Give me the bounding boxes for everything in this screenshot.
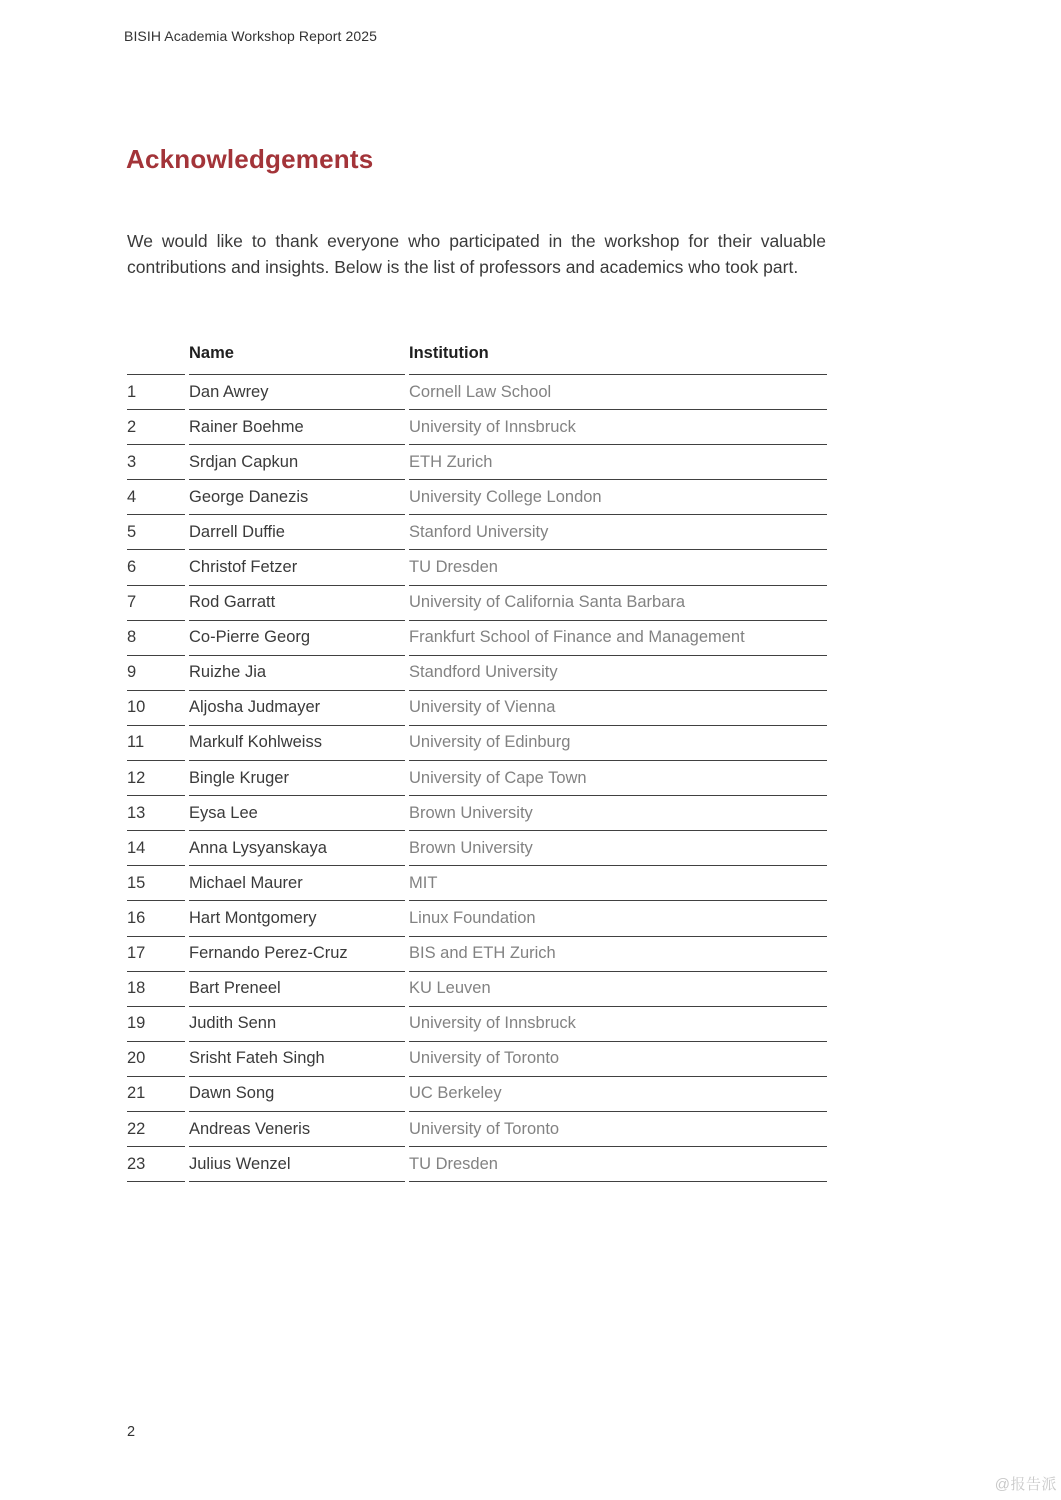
row-number-cell: 14 <box>127 831 185 866</box>
row-number-cell: 8 <box>127 621 185 656</box>
institution-cell: TU Dresden <box>409 550 827 585</box>
institution-cell: Standford University <box>409 656 827 691</box>
institution-cell: Linux Foundation <box>409 901 827 936</box>
institution-cell: University of Innsbruck <box>409 1007 827 1042</box>
table-row <box>127 796 827 831</box>
row-number-cell: 11 <box>127 726 185 761</box>
name-cell: Darrell Duffie <box>189 515 405 550</box>
table-row <box>127 937 827 972</box>
name-cell: Eysa Lee <box>189 796 405 831</box>
table-body <box>127 375 827 1182</box>
table-row <box>127 1077 827 1112</box>
institution-cell: University of Vienna <box>409 691 827 726</box>
row-number-cell: 19 <box>127 1007 185 1042</box>
table-row <box>127 972 827 1007</box>
table-row <box>127 656 827 691</box>
row-number-cell: 4 <box>127 480 185 515</box>
column-header-name: Name <box>189 338 405 375</box>
name-cell: Ruizhe Jia <box>189 656 405 691</box>
section-title: Acknowledgements <box>126 144 374 174</box>
institution-cell: University of Innsbruck <box>409 410 827 445</box>
name-cell: Judith Senn <box>189 1007 405 1042</box>
table-row <box>127 586 827 621</box>
name-cell: George Danezis <box>189 480 405 515</box>
row-number-cell: 15 <box>127 866 185 901</box>
institution-cell: KU Leuven <box>409 972 827 1007</box>
name-cell: Dan Awrey <box>189 375 405 410</box>
row-number-cell: 18 <box>127 972 185 1007</box>
row-number-cell: 1 <box>127 375 185 410</box>
row-number-cell: 23 <box>127 1147 185 1182</box>
name-cell: Srisht Fateh Singh <box>189 1042 405 1077</box>
name-cell: Christof Fetzer <box>189 550 405 585</box>
institution-cell: Brown University <box>409 831 827 866</box>
table-row <box>127 410 827 445</box>
institution-cell: Cornell Law School <box>409 375 827 410</box>
name-cell: Andreas Veneris <box>189 1112 405 1147</box>
name-cell: Rainer Boehme <box>189 410 405 445</box>
table-row <box>127 691 827 726</box>
row-number-cell: 16 <box>127 901 185 936</box>
table-header <box>127 338 827 375</box>
row-number-cell: 20 <box>127 1042 185 1077</box>
row-number-cell: 3 <box>127 445 185 480</box>
table-row <box>127 515 827 550</box>
table-row <box>127 1007 827 1042</box>
name-cell: Michael Maurer <box>189 866 405 901</box>
table-header-row <box>127 338 827 375</box>
row-number-cell: 7 <box>127 586 185 621</box>
institution-cell: University College London <box>409 480 827 515</box>
row-number-cell: 10 <box>127 691 185 726</box>
table-row <box>127 831 827 866</box>
row-number-cell: 9 <box>127 656 185 691</box>
watermark: @报告派 <box>994 1476 1057 1493</box>
institution-cell: TU Dresden <box>409 1147 827 1182</box>
table-row <box>127 901 827 936</box>
name-cell: Markulf Kohlweiss <box>189 726 405 761</box>
participants-table <box>123 338 831 1182</box>
institution-cell: University of Cape Town <box>409 761 827 796</box>
institution-cell: University of Toronto <box>409 1112 827 1147</box>
table-row <box>127 1147 827 1182</box>
name-cell: Anna Lysyanskaya <box>189 831 405 866</box>
table-row <box>127 550 827 585</box>
table-row <box>127 866 827 901</box>
name-cell: Julius Wenzel <box>189 1147 405 1182</box>
table-row <box>127 1112 827 1147</box>
running-header: BISIH Academia Workshop Report 2025 <box>124 28 378 44</box>
institution-cell: BIS and ETH Zurich <box>409 937 827 972</box>
table-row <box>127 480 827 515</box>
row-number-cell: 12 <box>127 761 185 796</box>
name-cell: Rod Garratt <box>189 586 405 621</box>
institution-cell: ETH Zurich <box>409 445 827 480</box>
institution-cell: University of Edinburg <box>409 726 827 761</box>
institution-cell: MIT <box>409 866 827 901</box>
table-row <box>127 726 827 761</box>
column-header-institution: Institution <box>409 338 827 375</box>
institution-cell: Stanford University <box>409 515 827 550</box>
table-row <box>127 375 827 410</box>
row-number-cell: 21 <box>127 1077 185 1112</box>
name-cell: Srdjan Capkun <box>189 445 405 480</box>
name-cell: Fernando Perez-Cruz <box>189 937 405 972</box>
name-cell: Hart Montgomery <box>189 901 405 936</box>
institution-cell: University of Toronto <box>409 1042 827 1077</box>
row-number-cell: 17 <box>127 937 185 972</box>
name-cell: Dawn Song <box>189 1077 405 1112</box>
row-number-cell: 22 <box>127 1112 185 1147</box>
table-row <box>127 1042 827 1077</box>
row-number-cell: 5 <box>127 515 185 550</box>
table-row <box>127 621 827 656</box>
table-row <box>127 445 827 480</box>
table-row <box>127 761 827 796</box>
name-cell: Bingle Kruger <box>189 761 405 796</box>
institution-cell: Frankfurt School of Finance and Management <box>409 621 827 656</box>
row-number-cell: 6 <box>127 550 185 585</box>
row-number-cell: 13 <box>127 796 185 831</box>
name-cell: Bart Preneel <box>189 972 405 1007</box>
name-cell: Co-Pierre Georg <box>189 621 405 656</box>
column-header-number <box>127 338 185 375</box>
row-number-cell: 2 <box>127 410 185 445</box>
intro-paragraph: We would like to thank everyone who participated in the workshop for their valuable contributions and insights. Below is the list of professors and academics who took part. <box>127 231 826 277</box>
page-number: 2 <box>127 1424 136 1440</box>
participants-table-wrap <box>123 338 831 1182</box>
institution-cell: Brown University <box>409 796 827 831</box>
institution-cell: University of California Santa Barbara <box>409 586 827 621</box>
institution-cell: UC Berkeley <box>409 1077 827 1112</box>
name-cell: Aljosha Judmayer <box>189 691 405 726</box>
